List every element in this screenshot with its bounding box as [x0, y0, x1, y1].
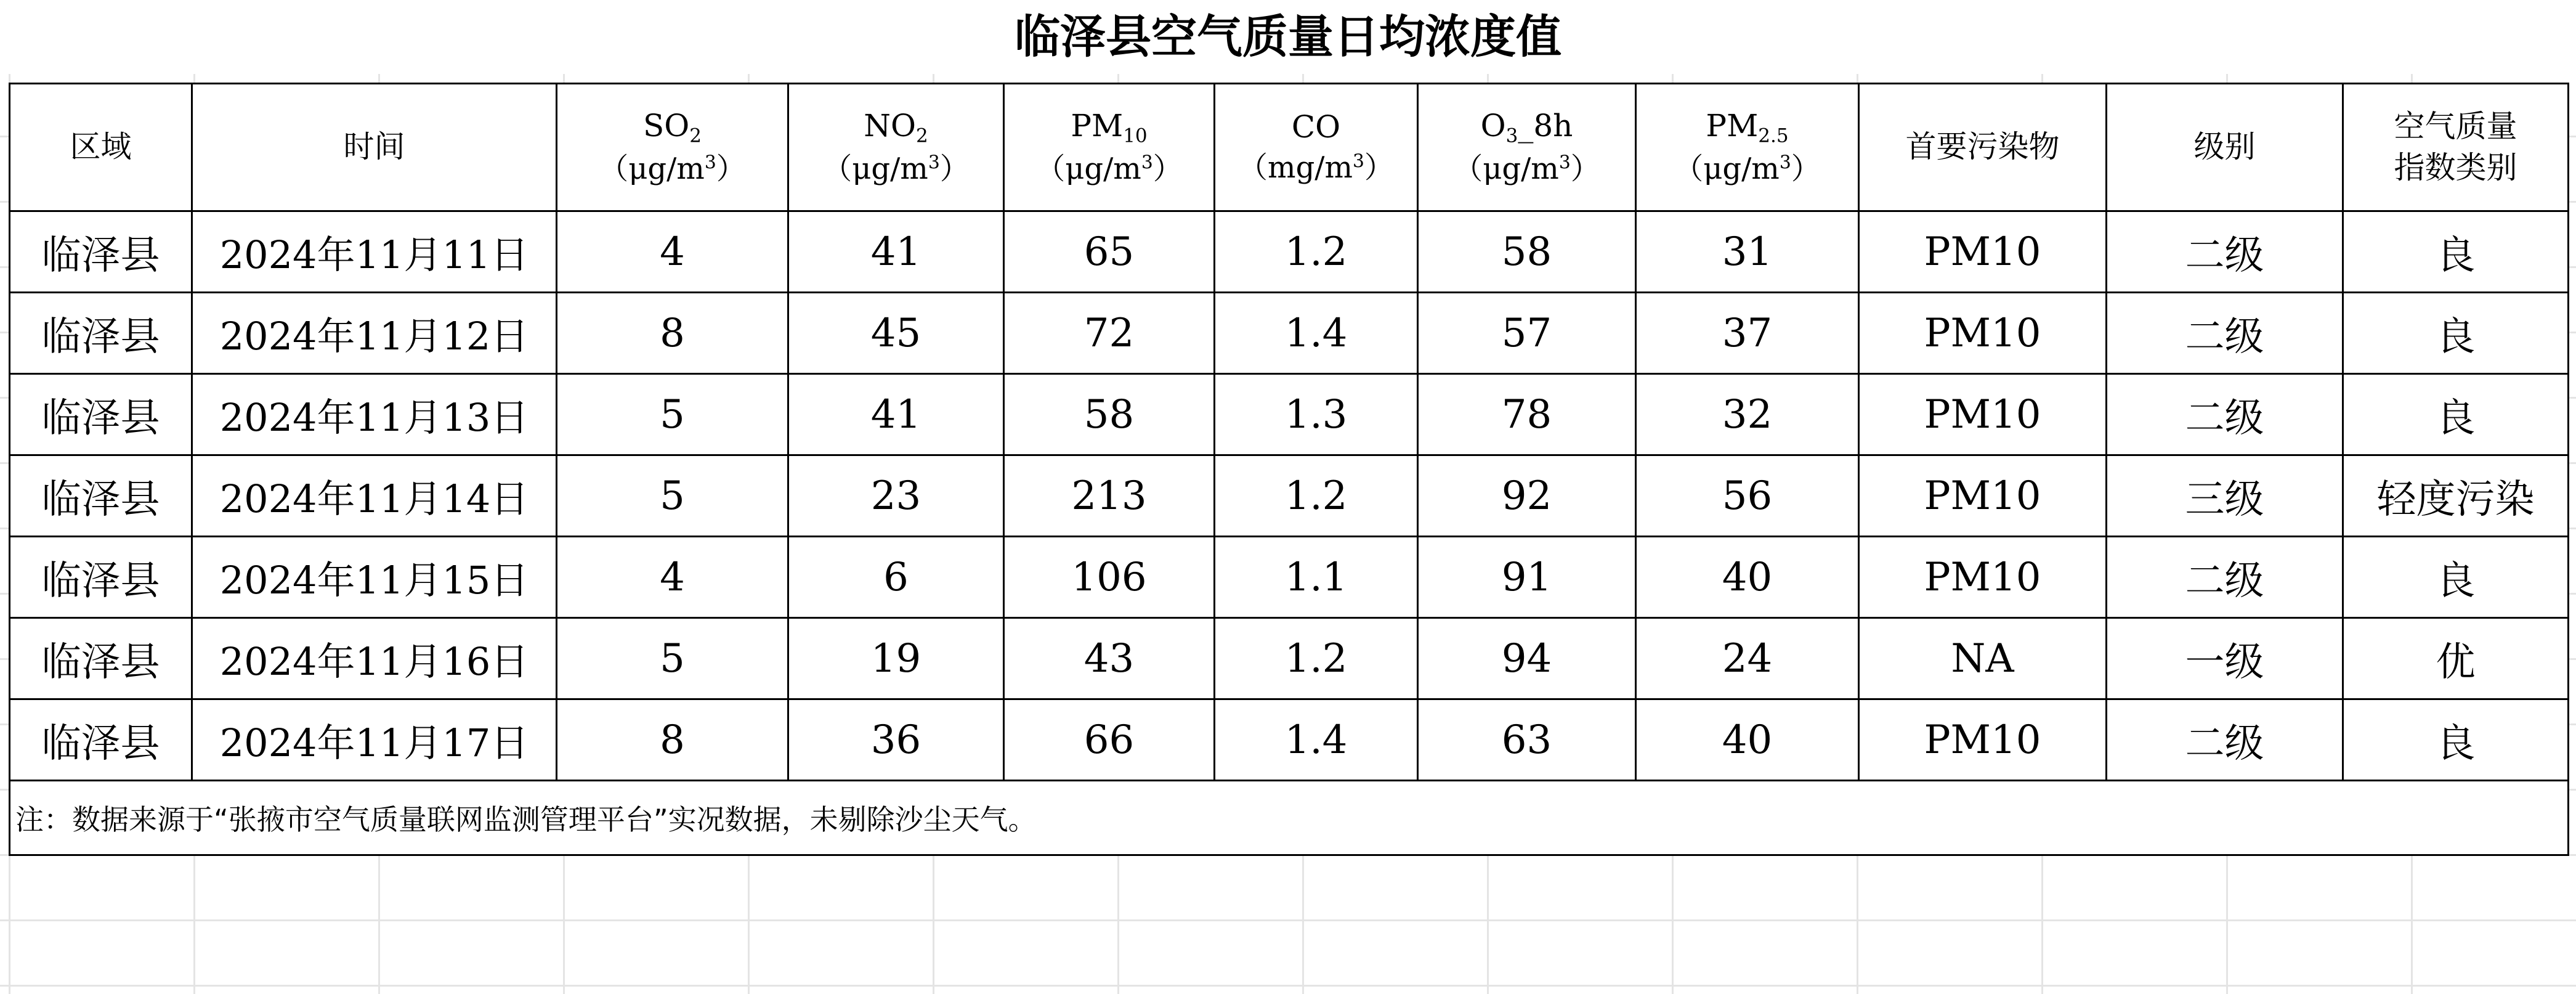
cell-primary-pollutant[interactable]: PM10 [1859, 211, 2107, 293]
cell-pm10[interactable]: 106 [1004, 537, 1215, 618]
table-row [10, 293, 2569, 374]
cell-pm10[interactable]: 43 [1004, 618, 1215, 699]
cell-primary-pollutant[interactable]: PM10 [1859, 699, 2107, 781]
cell-date[interactable]: 2024年11月17日 [192, 699, 557, 781]
header-row [10, 84, 2569, 211]
cell-pm25[interactable]: 24 [1636, 618, 1859, 699]
header-aqi-category: 空气质量 指数类别 [2343, 84, 2569, 211]
cell-category[interactable]: 良 [2343, 537, 2569, 618]
cell-region[interactable]: 临泽县 [10, 699, 192, 781]
cell-pm25[interactable]: 40 [1636, 537, 1859, 618]
cell-so2[interactable]: 5 [557, 618, 788, 699]
header-level: 级别 [2107, 84, 2343, 211]
data-source-note[interactable]: 注：数据来源于“张掖市空气质量联网监测管理平台”实况数据，未剔除沙尘天气。 [10, 781, 2569, 855]
cell-so2[interactable]: 5 [557, 374, 788, 455]
cell-category[interactable]: 良 [2343, 293, 2569, 374]
cell-co[interactable]: 1.2 [1215, 618, 1418, 699]
cell-date[interactable]: 2024年11月14日 [192, 455, 557, 537]
header-time: 时间 [192, 84, 557, 211]
note-row [10, 781, 2569, 855]
cell-pm10[interactable]: 65 [1004, 211, 1215, 293]
cell-pm10[interactable]: 213 [1004, 455, 1215, 537]
cell-level[interactable]: 三级 [2107, 455, 2343, 537]
cell-level[interactable]: 二级 [2107, 374, 2343, 455]
cell-pm25[interactable]: 37 [1636, 293, 1859, 374]
cell-co[interactable]: 1.1 [1215, 537, 1418, 618]
cell-o3[interactable]: 94 [1418, 618, 1636, 699]
cell-date[interactable]: 2024年11月13日 [192, 374, 557, 455]
table-row [10, 537, 2569, 618]
cell-level[interactable]: 二级 [2107, 537, 2343, 618]
cell-pm10[interactable]: 72 [1004, 293, 1215, 374]
cell-region[interactable]: 临泽县 [10, 374, 192, 455]
cell-category[interactable]: 良 [2343, 374, 2569, 455]
cell-primary-pollutant[interactable]: NA [1859, 618, 2107, 699]
cell-pm25[interactable]: 56 [1636, 455, 1859, 537]
cell-o3[interactable]: 57 [1418, 293, 1636, 374]
cell-so2[interactable]: 8 [557, 293, 788, 374]
cell-region[interactable]: 临泽县 [10, 618, 192, 699]
cell-category[interactable]: 良 [2343, 211, 2569, 293]
table-row [10, 455, 2569, 537]
cell-level[interactable]: 二级 [2107, 293, 2343, 374]
header-pm25: $PM_{2.5}$ $(\mu g/m^3)$ [1636, 84, 1859, 211]
cell-pm25[interactable]: 32 [1636, 374, 1859, 455]
cell-category[interactable]: 优 [2343, 618, 2569, 699]
cell-no2[interactable]: 41 [788, 374, 1004, 455]
cell-so2[interactable]: 4 [557, 211, 788, 293]
cell-pm10[interactable]: 66 [1004, 699, 1215, 781]
sheet-title: 临泽县空气质量日均浓度值 [0, 0, 2576, 74]
cell-primary-pollutant[interactable]: PM10 [1859, 455, 2107, 537]
header-no2: $NO_2$ $(\mu g/m^3)$ [788, 84, 1004, 211]
cell-region[interactable]: 临泽县 [10, 537, 192, 618]
air-quality-table [9, 83, 2569, 856]
header-primary-pollutant: 首要污染物 [1859, 84, 2107, 211]
cell-co[interactable]: 1.2 [1215, 455, 1418, 537]
cell-pm25[interactable]: 31 [1636, 211, 1859, 293]
cell-region[interactable]: 临泽县 [10, 211, 192, 293]
cell-date[interactable]: 2024年11月11日 [192, 211, 557, 293]
cell-co[interactable]: 1.2 [1215, 211, 1418, 293]
cell-co[interactable]: 1.4 [1215, 293, 1418, 374]
header-o3-8h: $O_3\_8h$ $(\mu g/m^3)$ [1418, 84, 1636, 211]
cell-category[interactable]: 轻度污染 [2343, 455, 2569, 537]
cell-date[interactable]: 2024年11月12日 [192, 293, 557, 374]
cell-date[interactable]: 2024年11月15日 [192, 537, 557, 618]
cell-category[interactable]: 良 [2343, 699, 2569, 781]
table-row [10, 374, 2569, 455]
cell-region[interactable]: 临泽县 [10, 293, 192, 374]
cell-date[interactable]: 2024年11月16日 [192, 618, 557, 699]
cell-o3[interactable]: 91 [1418, 537, 1636, 618]
cell-o3[interactable]: 92 [1418, 455, 1636, 537]
cell-o3[interactable]: 63 [1418, 699, 1636, 781]
header-pm10: $PM_{10}$ $(\mu g/m^3)$ [1004, 84, 1215, 211]
cell-no2[interactable]: 41 [788, 211, 1004, 293]
cell-pm25[interactable]: 40 [1636, 699, 1859, 781]
cell-region[interactable]: 临泽县 [10, 455, 192, 537]
cell-no2[interactable]: 23 [788, 455, 1004, 537]
cell-no2[interactable]: 19 [788, 618, 1004, 699]
table-row [10, 618, 2569, 699]
cell-no2[interactable]: 45 [788, 293, 1004, 374]
header-so2: $SO_2$ $(\mu g/m^3)$ [557, 84, 788, 211]
header-region: 区域 [10, 84, 192, 211]
cell-co[interactable]: 1.4 [1215, 699, 1418, 781]
cell-level[interactable]: 二级 [2107, 211, 2343, 293]
cell-pm10[interactable]: 58 [1004, 374, 1215, 455]
cell-level[interactable]: 一级 [2107, 618, 2343, 699]
header-co: CO $(mg/m^3)$ [1215, 84, 1418, 211]
cell-level[interactable]: 二级 [2107, 699, 2343, 781]
cell-no2[interactable]: 6 [788, 537, 1004, 618]
cell-no2[interactable]: 36 [788, 699, 1004, 781]
cell-o3[interactable]: 58 [1418, 211, 1636, 293]
cell-primary-pollutant[interactable]: PM10 [1859, 537, 2107, 618]
cell-co[interactable]: 1.3 [1215, 374, 1418, 455]
cell-so2[interactable]: 8 [557, 699, 788, 781]
table-row [10, 211, 2569, 293]
cell-primary-pollutant[interactable]: PM10 [1859, 293, 2107, 374]
cell-o3[interactable]: 78 [1418, 374, 1636, 455]
table-row [10, 699, 2569, 781]
cell-so2[interactable]: 4 [557, 537, 788, 618]
cell-so2[interactable]: 5 [557, 455, 788, 537]
cell-primary-pollutant[interactable]: PM10 [1859, 374, 2107, 455]
